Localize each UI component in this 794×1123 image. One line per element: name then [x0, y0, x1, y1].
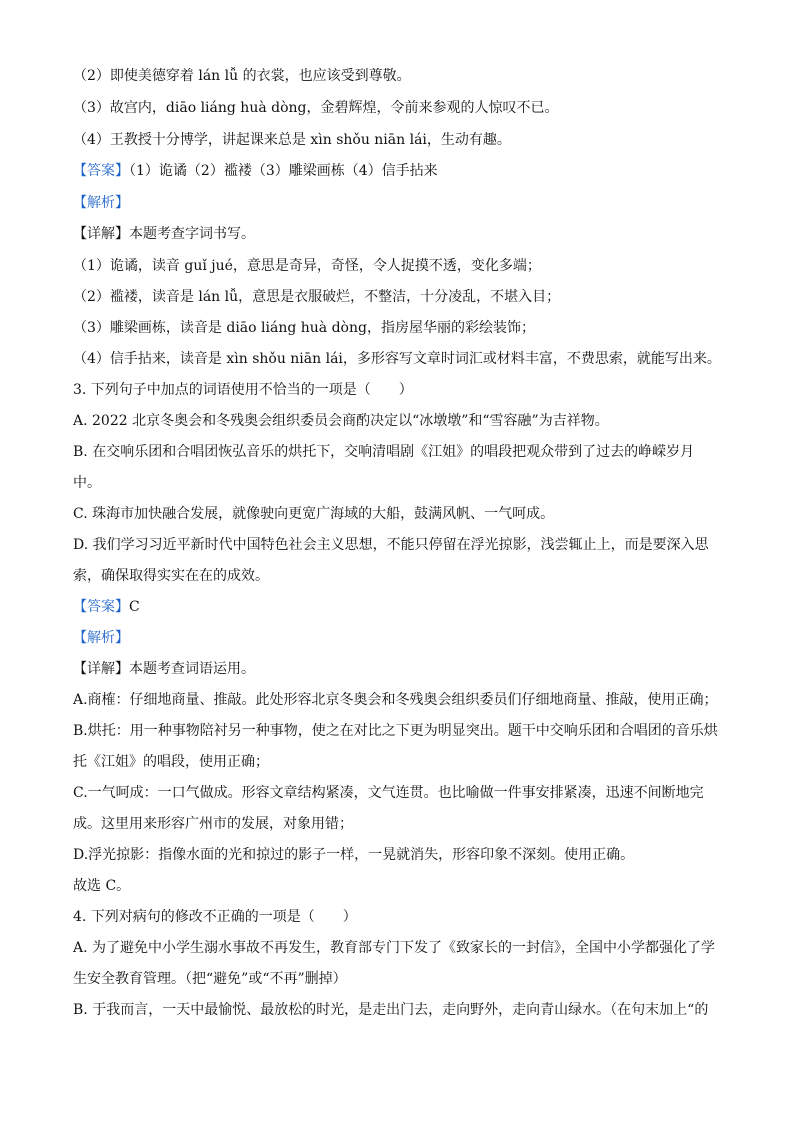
- question-3-option-d-cont: 索，确保取得实实在在的成效。: [73, 568, 269, 584]
- answer-text-3: C: [129, 599, 140, 615]
- question-3-option-a: A. 2022 北京冬奥会和冬残奥会组织委员会商酌决定以“冰墩墩”和“雪容融”为吉祥物。: [73, 413, 609, 429]
- explanation-2: （2）褴褛，读音是 lán lǚ，意思是衣服破烂，不整洁，十分凌乱，不堪入目；: [73, 289, 561, 305]
- analysis-tag-3: 【解析】: [73, 630, 129, 646]
- question-4-option-a-cont: 生安全教育管理。（把“避免”或“不再”删掉）: [73, 971, 347, 987]
- explanation-1: （1）诡谲，读音 guǐ jué，意思是奇异，奇怪，令人捉摸不透，变化多端；: [73, 258, 541, 274]
- question-2-item-4: （4）王教授十分博学，讲起课来总是 xìn shǒu niān lái，生动有趣。: [73, 132, 511, 148]
- explanation-4: （4）信手拈来，读音是 xìn shǒu niān lái，多形容写文章时词汇或材料丰富，不费思索，就能写出来。: [73, 351, 721, 367]
- question-3-option-b-cont: 中。: [73, 475, 101, 491]
- answer-line-3: [73, 597, 733, 617]
- detail-line-3: [73, 659, 733, 679]
- analysis-line: [73, 193, 733, 213]
- answer-tag: 【答案】: [73, 163, 129, 179]
- question-3-option-c: C. 珠海市加快融合发展，就像驶向更宽广海域的大船，鼓满风帆、一气呵成。: [73, 506, 555, 522]
- explanation-3c: C.一气呵成：一口气做成。形容文章结构紧凑，文气连贯。也比喻做一件事安排紧凑，迅速不间断地完: [73, 785, 704, 801]
- detail-text: 本题考查字词书写。: [129, 226, 255, 242]
- answer-tag-3: 【答案】: [73, 599, 129, 615]
- answer-text: （1）诡谲（2）褴褛（3）雕梁画栋（4）信手拈来: [129, 163, 438, 179]
- question-3-stem: 3. 下列句子中加点的词语使用不恰当的一项是（ ）: [73, 382, 413, 398]
- question-3-option-b: B. 在交响乐团和合唱团恢弘音乐的烘托下，交响清唱剧《江姐》的唱段把观众带到了过去的峥嵘岁月: [73, 444, 695, 460]
- explanation-3d: D.浮光掠影：指像水面的光和掠过的影子一样，一晃就消失，形容印象不深刻。使用正确。: [73, 847, 635, 863]
- question-3-option-d: D. 我们学习习近平新时代中国特色社会主义思想，不能只停留在浮光掠影，浅尝辄止上，而是要深入思: [73, 537, 709, 553]
- explanation-3a: A.商榷：仔细地商量、推敲。此处形容北京冬奥会和冬残奥会组织委员们仔细地商量、推敲，使用正确；: [73, 692, 718, 708]
- question-4-option-a: A. 为了避免中小学生溺水事故不再发生，教育部专门下发了《致家长的一封信》，全国中小学都强化了学: [73, 940, 716, 956]
- explanation-3: （3）雕梁画栋，读音是 diāo liáng huà dòng，指房屋华丽的彩绘装饰；: [73, 320, 535, 336]
- analysis-tag: 【解析】: [73, 195, 129, 211]
- detail-tag: 【详解】: [73, 226, 129, 242]
- question-4-stem: 4. 下列对病句的修改不正确的一项是（ ）: [73, 909, 357, 925]
- conclusion-3: 故选 C。: [73, 878, 131, 894]
- detail-text-3: 本题考查词语运用。: [129, 661, 255, 677]
- explanation-3c-cont: 成。这里用来形容广州市的发展，对象用错；: [73, 816, 353, 832]
- question-4-option-b: B. 于我而言，一天中最愉悦、最放松的时光，是走出门去，走向野外，走向青山绿水。（在句末加上“的: [73, 1002, 709, 1018]
- explanation-3b-cont: 托《江姐》的唱段，使用正确；: [73, 754, 269, 770]
- question-2-item-2: （2）即使美德穿着 lán lǚ 的衣裳，也应该受到尊敬。: [73, 68, 411, 84]
- detail-tag-3: 【详解】: [73, 661, 129, 677]
- answer-line: [73, 161, 733, 181]
- explanation-3b: B.烘托：用一种事物陪衬另一种事物，使之在对比之下更为明显突出。题干中交响乐团和合唱团的音乐烘: [73, 723, 718, 739]
- analysis-line-3: [73, 628, 733, 648]
- detail-line: [73, 224, 733, 244]
- question-2-item-3: （3）故宫内，diāo liáng huà dòng，金碧辉煌，令前来参观的人惊叹不已。: [73, 100, 559, 116]
